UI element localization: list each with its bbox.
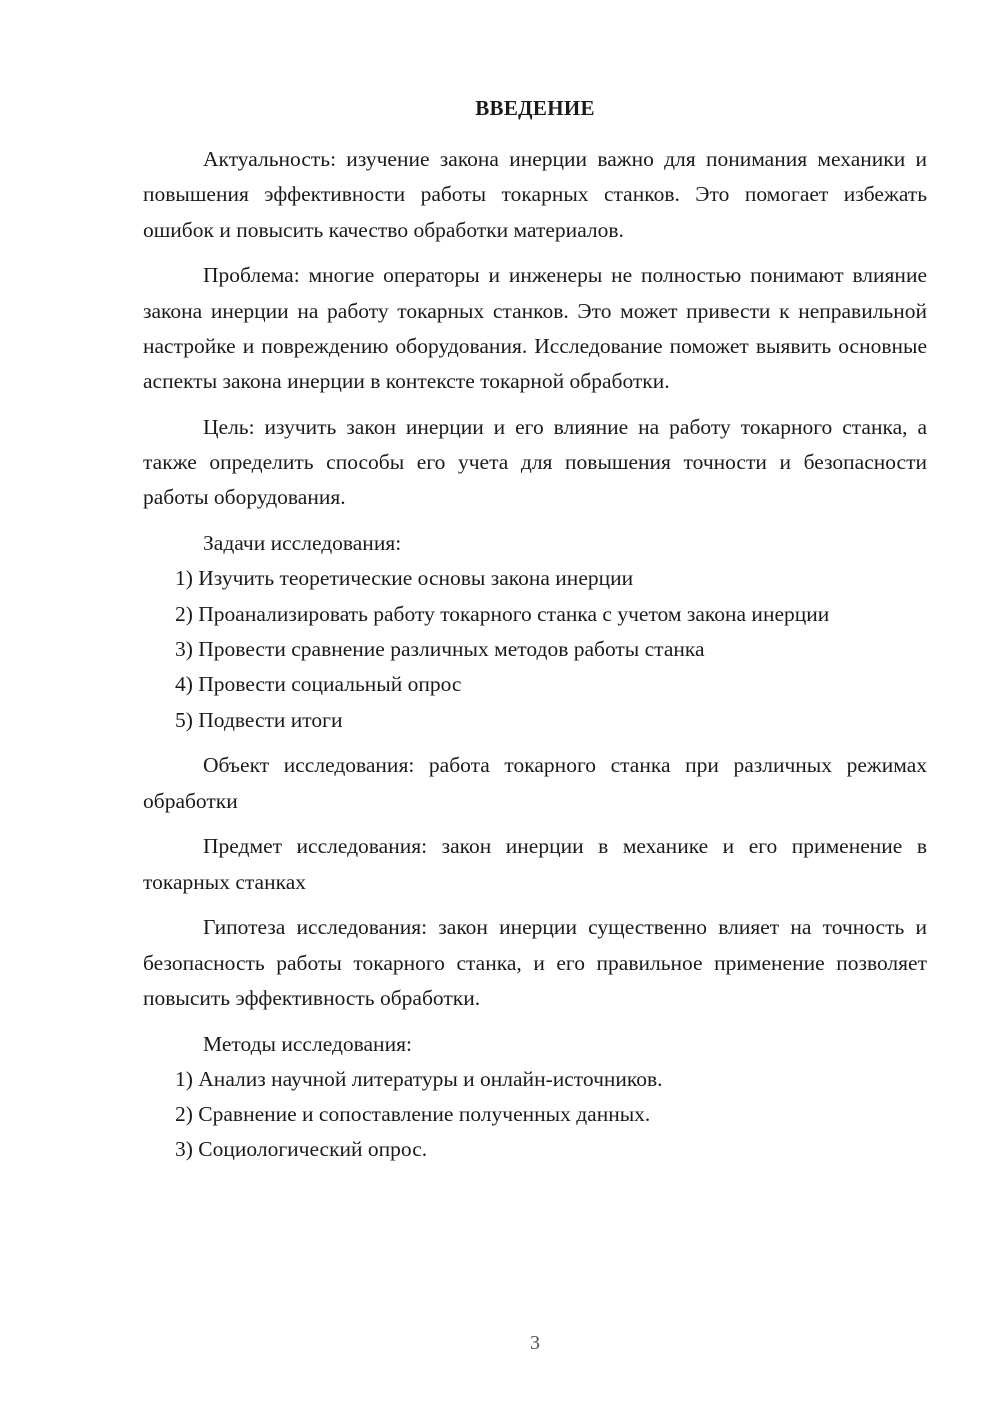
paragraph-hypothesis: Гипотеза исследования: закон инерции существенно влияет на точность и безопасность работы токарного станка, и его правильное применение позволяет повысить эффективность обработки.: [143, 915, 927, 1010]
page-number: 3: [530, 1332, 540, 1354]
method-item-1: 1) Анализ научной литературы и онлайн-источников.: [175, 1066, 663, 1091]
task-item-1: 1) Изучить теоретические основы закона инерции: [175, 566, 634, 591]
paragraph-relevance: Актуальность: изучение закона инерции важно для понимания механики и повышения эффективности работы токарных станков. Это помогает избежать ошибок и повысить качество обработки материалов.: [143, 147, 927, 242]
method-item-2: 2) Сравнение и сопоставление полученных данных.: [175, 1102, 651, 1127]
task-item-5: 5) Подвести итоги: [175, 707, 343, 732]
task-item-2: 2) Проанализировать работу токарного станка с учетом закона инерции: [175, 601, 830, 626]
paragraph-goal: Цель: изучить закон инерции и его влияние на работу токарного станка, а также определить способы его учета для повышения точности и безопасности работы оборудования.: [143, 414, 927, 510]
paragraph-subject: Предмет исследования: закон инерции в механике и его применение в токарных станках: [143, 834, 927, 894]
tasks-heading: Задачи исследования:: [203, 531, 402, 556]
task-item-4: 4) Провести социальный опрос: [175, 672, 462, 697]
page-title: ВВЕДЕНИЕ: [475, 96, 595, 120]
paragraph-problem: Проблема: многие операторы и инженеры не полностью понимают влияние закона инерции на работу токарных станков. Это может привести к неправильной настройке и повреждению оборудования. Исследование поможет выявить основные аспекты закона инерции в контексте токарной обработки.: [143, 263, 927, 394]
document-body: [143, 142, 927, 1168]
task-item-3: 3) Провести сравнение различных методов работы станка: [175, 637, 705, 662]
method-item-3: 3) Социологический опрос.: [175, 1137, 428, 1162]
paragraph-object: Объект исследования: работа токарного станка при различных режимах обработки: [143, 753, 927, 813]
methods-heading: Методы исследования:: [203, 1031, 412, 1056]
